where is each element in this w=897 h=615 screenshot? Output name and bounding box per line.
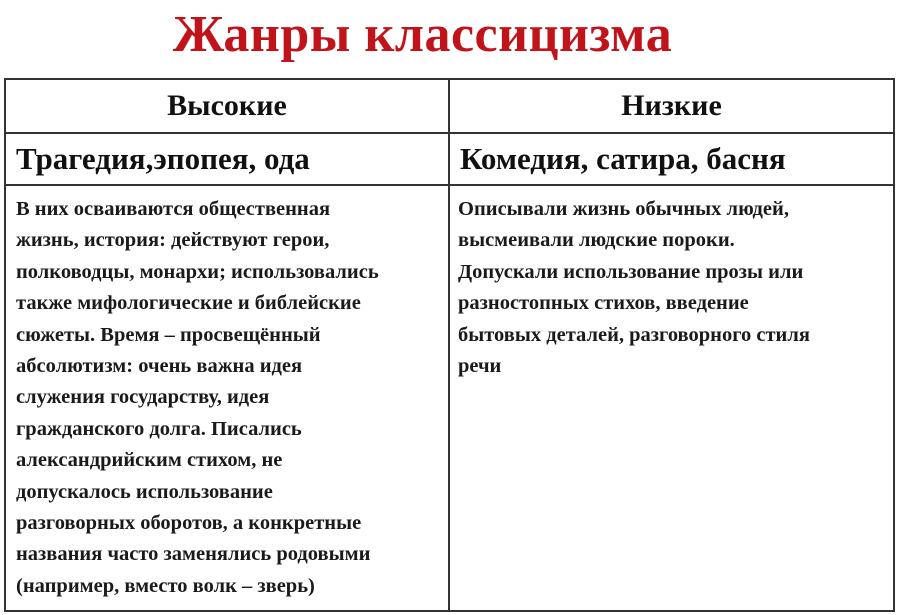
description-line: Допускали использование прозы или (458, 260, 804, 283)
description-high (5, 185, 449, 611)
description-line: александрийским стихом, не (16, 449, 283, 472)
description-line: гражданского долга. Писались (16, 417, 302, 440)
genres-low: Комедия, сатира, басня (449, 133, 894, 185)
description-line: речи (458, 355, 502, 378)
description-line: высмеивали людские пороки. (458, 229, 735, 252)
description-low-text (458, 194, 885, 382)
description-row (5, 185, 894, 611)
description-line: допускалось использование (16, 480, 273, 503)
description-low (449, 185, 894, 611)
description-line: названия часто заменялись родовыми (16, 543, 371, 566)
description-line: Описывали жизнь обычных людей, (458, 198, 789, 220)
page-title: Жанры классицизма (172, 6, 673, 63)
description-line: абсолютизм: очень важна идея (16, 355, 303, 378)
description-line: бытовых деталей, разговорного стиля (458, 323, 810, 346)
description-line: также мифологические и библейские (16, 292, 361, 315)
description-line: В них осваиваются общественная (16, 198, 331, 220)
description-line: разностопных стихов, введение (458, 292, 749, 315)
genres-high: Трагедия,эпопея, ода (5, 133, 449, 185)
genre-table (4, 78, 895, 612)
table-header-row (5, 79, 894, 133)
description-line: служения государству, идея (16, 386, 270, 409)
description-line: полководцы, монархи; использовались (16, 260, 379, 283)
genres-row (5, 133, 894, 185)
description-line: сюжеты. Время – просвещённый (16, 323, 321, 346)
description-line: разговорных оборотов, а конкретные (16, 512, 362, 535)
description-high-text (16, 194, 440, 602)
description-line: (например, вместо волк – зверь) (16, 574, 315, 597)
header-low: Низкие (449, 79, 894, 133)
header-high: Высокие (5, 79, 449, 133)
description-line: жизнь, история: действуют герои, (16, 229, 330, 252)
